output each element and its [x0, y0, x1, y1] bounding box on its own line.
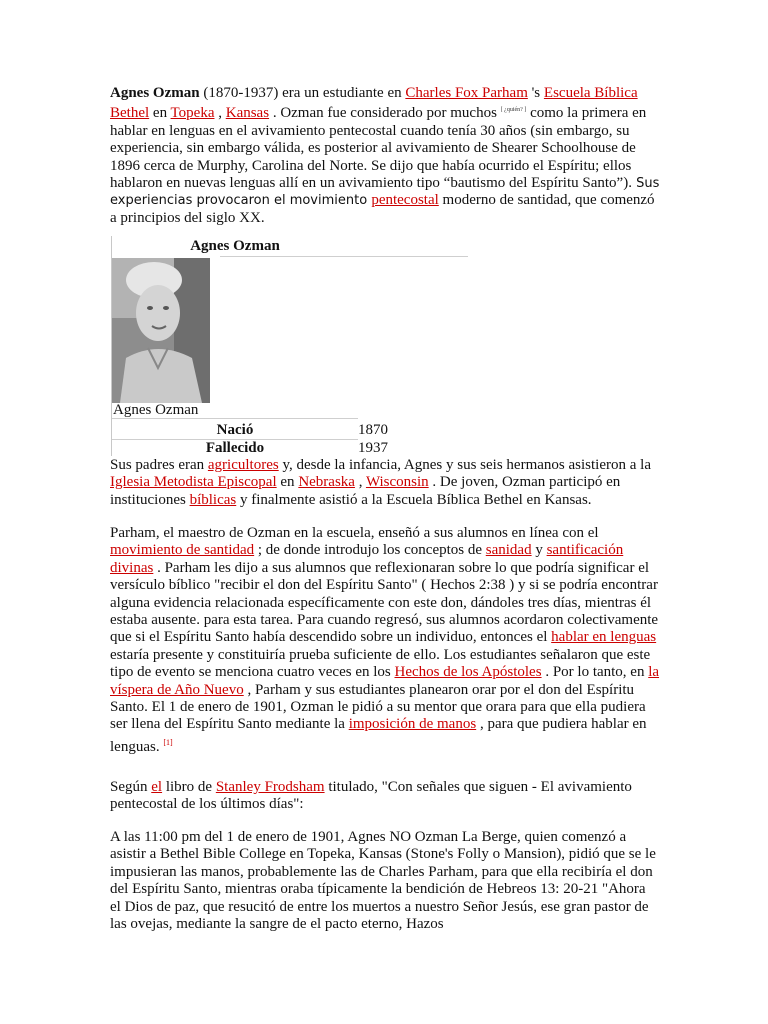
link-topeka[interactable]: Topeka [170, 105, 215, 122]
text: Sus padres eran [110, 457, 208, 473]
text: Según [110, 779, 152, 795]
link-vispera-de-ano-nuevo[interactable]: la víspera de Año Nuevo [110, 664, 660, 698]
text: Parham, el maestro de Ozman en la escuela, enseñó a sus alumnos en línea con el [110, 525, 599, 541]
link-sanidad[interactable]: sanidad [485, 542, 532, 559]
link-hechos-de-los-apostoles[interactable]: Hechos de los Apóstoles [394, 664, 542, 681]
died-label: Fallecido [205, 440, 265, 456]
link-wisconsin[interactable]: Wisconsin [365, 474, 429, 491]
link-imposicion-de-manos[interactable]: imposición de manos [348, 716, 477, 733]
text: en [276, 474, 299, 491]
text: y finalmente asistió a la Escuela Bíblica Bethel en Kansas. [236, 491, 592, 508]
link-santificacion-divinas[interactable]: santificación divinas [110, 542, 624, 576]
text: . Parham les dijo a sus alumnos que reflexionaran sobre lo que podría significar el versículo bíblico "recibir el don del Espíritu Santo" ( Hechos 2:38 ) y si se podría encontrar alguna evidencia relacionada específicamente con este don, dándoles tres días, mientras él estaba ausente. para esta tarea. Para cuando regresó, sus alumnos acordaron colectivamente que si el Espíritu Santo había descendido sobre un individuo, entonces el [110, 559, 659, 646]
text: como la primera en hablar en lenguas en el avivamiento pentecostal cuando tenía 30 años (sin embargo, su experiencia, sin embargo válida, es posterior al avivamiento de Shearer Schoolhouse de 1896 cerca de Murphy, Carolina del Norte. Se dijo que había ocurrido el Espíritu; ellos hablaron en nuevas lenguas allí en un avivamiento tipo “bautismo del Espíritu Santo”). [110, 105, 647, 192]
link-kansas[interactable]: Kansas [225, 105, 270, 122]
link-stanley-frodsham[interactable]: Stanley Frodsham [215, 779, 325, 795]
row-divider [112, 418, 358, 419]
intro-paragraph [110, 85, 660, 227]
paragraph-frodsham [110, 779, 660, 814]
text: 's [527, 85, 544, 101]
link-nebraska[interactable]: Nebraska [298, 474, 355, 491]
portrait-photo [112, 258, 210, 403]
subject-name: Agnes Ozman [110, 85, 200, 101]
text: y [531, 542, 547, 559]
text: . Por lo tanto, en [541, 664, 649, 681]
text: , para que pudiera hablar en lenguas. [110, 716, 647, 755]
link-pentecostal[interactable]: pentecostal [371, 192, 439, 209]
link-charles-fox-parham[interactable]: Charles Fox Parham [405, 85, 528, 101]
link-el[interactable]: el [151, 779, 163, 795]
text: (1870-1937) era un estudiante en [199, 85, 406, 101]
text: y, desde la infancia, Agnes y sus seis hermanos asistieron a la [278, 457, 651, 473]
infobox-title: Agnes Ozman [190, 238, 280, 254]
citation-needed-note: [ ¿quién? ] [500, 107, 527, 114]
portrait-image [112, 258, 210, 403]
text: en [149, 105, 171, 122]
link-escuela-biblica-bethel[interactable]: Escuela Bíblica Bethel [110, 85, 638, 122]
text: estaría presente y constituiría prueba suficiente de ello. Los estudiantes señalaron que este tipo de evento se menciona cuatro veces en los [110, 646, 651, 681]
text: , Parham y sus estudiantes planearon orar por el don del Espíritu Santo. El 1 de enero de 1901, Ozman le pidió a su mentor que orara para que ella pudiera ser llena del Espíritu Santo mediante la [110, 681, 646, 733]
text: . Ozman fue considerado por muchos [269, 105, 501, 122]
link-agricultores[interactable]: agricultores [207, 457, 279, 473]
text: Sus experiencias provocaron el movimiento [110, 176, 660, 209]
link-biblicas[interactable]: bíblicas [189, 491, 237, 508]
text: titulado, "Con señales que siguen - El avivamiento pentecostal de los últimos días": [110, 779, 632, 813]
born-value: 1870 [358, 422, 388, 438]
text: A las 11:00 pm del 1 de enero de 1901, Agnes NO Ozman La Berge, quien comenzó a asistir a Bethel Bible College en Topeka, Kansas (Stone's Folly o Mansion), pidió que se le impusieran las manos, probablemente las de Charles Parham, para que ella recibiría el don del Espíritu Santo, mientras oraba típicamente la bendición de Hebreos 13: 20-21 "Ahora el Dios de paz, que resucitó de entre los muertos a nuestro Señor Jesús, ese gran pastor de las ovejas, mediante la sangre de el pacto eterno, Hazos [110, 829, 656, 933]
text: libro de [162, 779, 216, 795]
born-label: Nació [216, 422, 254, 438]
paragraph-parham [110, 525, 660, 756]
text: , [214, 105, 226, 122]
text: , [354, 474, 366, 491]
portrait-caption: Agnes Ozman [113, 402, 199, 418]
link-hablar-en-lenguas[interactable]: hablar en lenguas [551, 629, 657, 646]
paragraph-quote [110, 829, 660, 933]
died-value: 1937 [358, 440, 388, 456]
paragraph-family [110, 457, 660, 509]
text: ; de donde introdujo los conceptos de [254, 542, 486, 559]
link-iglesia-metodista-episcopal[interactable]: Iglesia Metodista Episcopal [110, 474, 277, 491]
text: . De joven, Ozman participó en instituciones [110, 474, 621, 508]
link-movimiento-de-santidad[interactable]: movimiento de santidad [110, 542, 255, 559]
reference-link[interactable]: [1] [163, 737, 173, 747]
text: moderno de santidad, que comenzó a principios del siglo XX. [110, 192, 655, 226]
infobox-divider [220, 256, 468, 257]
